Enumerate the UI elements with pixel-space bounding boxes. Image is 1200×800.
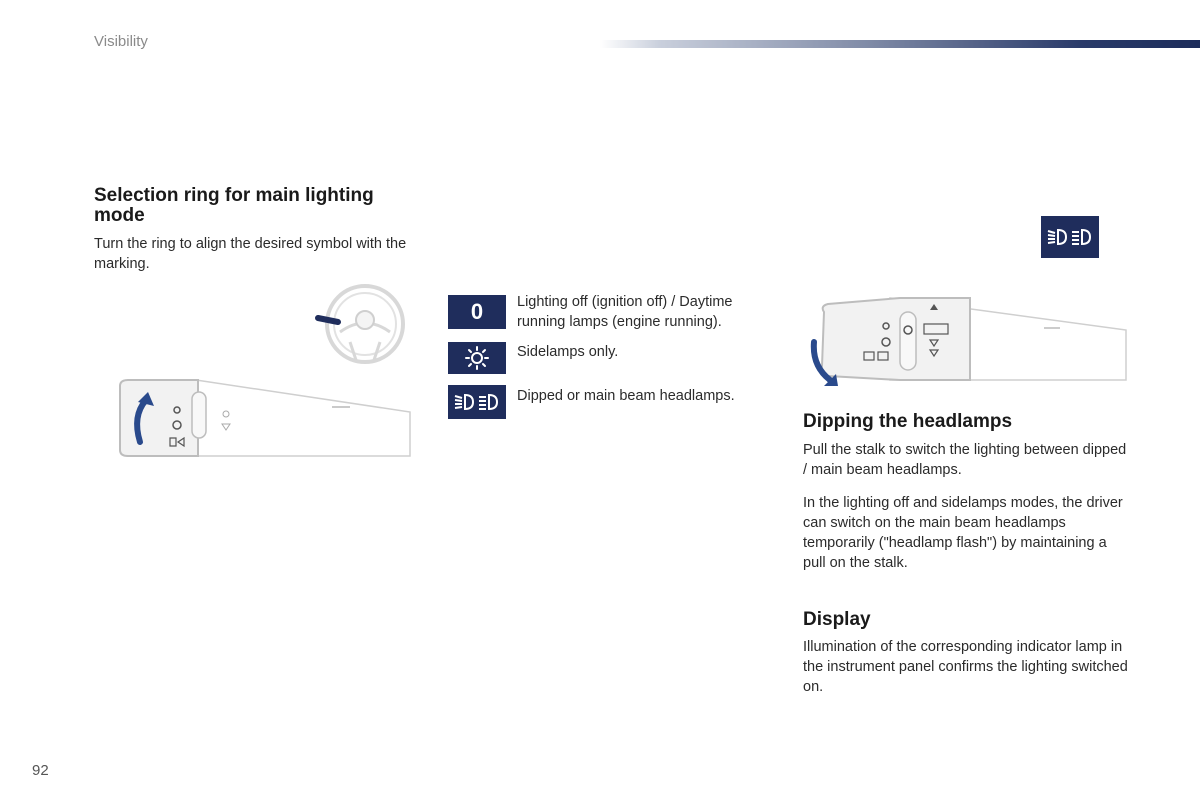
selection-ring-title: Selection ring for main lighting mode bbox=[94, 185, 374, 226]
mode-text-headlamps: Dipped or main beam headlamps. bbox=[517, 388, 735, 404]
mode-row-headlamps bbox=[448, 385, 768, 419]
mode-row-lighting-off bbox=[448, 292, 768, 334]
mode-row-sidelamps bbox=[448, 342, 768, 374]
mode-text-lighting-off: Lighting off (ignition off) / Daytime running lamps (engine running). bbox=[517, 294, 733, 330]
dipping-stalk-illustration bbox=[800, 292, 1130, 392]
selection-ring-text: Turn the ring to align the desired symbol with the marking. bbox=[94, 236, 407, 272]
dipping-title: Dipping the headlamps bbox=[803, 411, 1013, 432]
steering-wheel-illustration bbox=[310, 280, 410, 370]
headlamps-indicator-icon bbox=[1041, 216, 1099, 258]
display-title: Display bbox=[803, 609, 871, 630]
dipping-text-1: Pull the stalk to switch the lighting between dipped / main beam headlamps. bbox=[803, 442, 1127, 478]
header-bar bbox=[600, 40, 1200, 48]
page-number: 92 bbox=[32, 762, 49, 779]
section-label: Visibility bbox=[94, 33, 148, 50]
sidelamps-icon bbox=[448, 342, 506, 374]
mode-text-sidelamps: Sidelamps only. bbox=[517, 344, 619, 360]
lighting-off-symbol: 0 bbox=[470, 299, 484, 324]
dipping-text-2: In the lighting off and sidelamps modes, the driver can switch on the main beam headlamps temporarily ("headlamp flash") by maintaining a pull on the stalk. bbox=[803, 495, 1123, 571]
lighting-stalk-illustration bbox=[110, 372, 422, 464]
display-text: Illumination of the corresponding indicator lamp in the instrument panel confirms the lighting switched on. bbox=[803, 639, 1128, 695]
headlamps-icon bbox=[448, 385, 506, 419]
lighting-off-icon bbox=[448, 295, 506, 329]
